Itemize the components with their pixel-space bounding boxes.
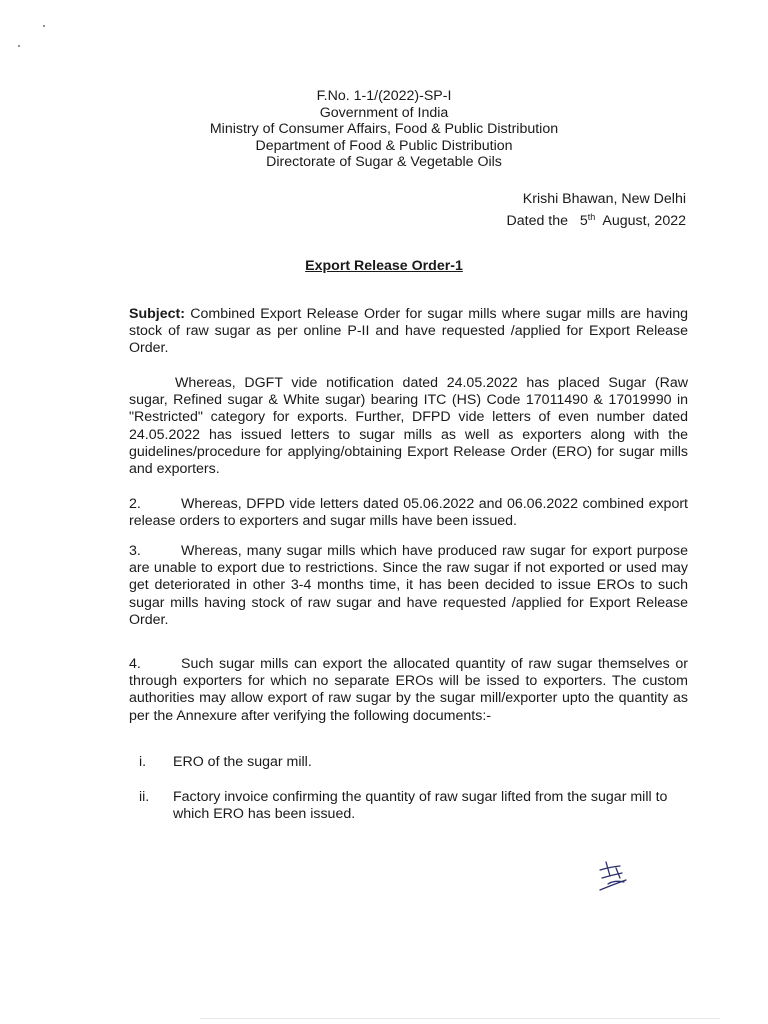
subject-paragraph: [129, 306, 688, 358]
paragraph-3-number: 3.: [129, 543, 141, 559]
directorate-name: Directorate of Sugar & Vegetable Oils: [266, 154, 502, 170]
scan-specks: [14, 22, 54, 62]
date-month-year: August, 2022: [602, 213, 686, 229]
letterhead: [0, 88, 768, 171]
whereas-paragraph: Whereas, DGFT vide notification dated 24.05.2022 has placed Sugar (Raw sugar, Refined sugar & White sugar) bearing ITC (HS) Code 17011490 & 17019990 in "Restricted" category for exports. Further, DFPD vide letters of even number dated 24.05.2022 has issued letters to sugar mills as well as exporters along with the guidelines/procedure for applying/obtaining Export Release Order (ERO) for sugar mills and exporters.: [129, 375, 688, 478]
paragraph-2-text: Whereas, DFPD vide letters dated 05.06.2022 and 06.06.2022 combined export release orders to exporters and sugar mills have been issued.: [129, 496, 688, 530]
paragraph-2-number: 2.: [129, 496, 141, 512]
list-item-number: ii.: [139, 789, 150, 805]
list-item-number: i.: [139, 754, 147, 770]
scan-edge-line: [200, 1018, 720, 1019]
dated-prefix: Dated the: [506, 213, 569, 229]
government-name: Government of India: [319, 104, 449, 121]
ministry-name: Ministry of Consumer Affairs, Food & Public Distribution: [209, 121, 559, 137]
paragraph-4-text: Such sugar mills can export the allocated quantity of raw sugar themselves or through exporters for which no separate EROs will be issed to exporters. The custom authorities may allow export of raw sugar by the sugar mill/exporter upto the quantity as per the Annexure after verifying the following documents:-: [129, 656, 688, 724]
date-line: [507, 208, 687, 230]
subject-text: Combined Export Release Order for sugar mills where sugar mills are having stock of raw sugar as per online P-II and have requested /applied for Export Release Order.: [129, 306, 688, 357]
location: Krishi Bhawan, New Delhi: [522, 191, 686, 207]
date-day: 5: [579, 213, 588, 229]
department-name: Department of Food & Public Distribution: [255, 137, 513, 154]
paragraph-2: [129, 496, 688, 530]
document-title: Export Release Order-1: [305, 258, 463, 274]
list-item-text: ERO of the sugar mill.: [173, 754, 312, 770]
handwritten-initials: [594, 858, 634, 894]
file-number: F.No. 1-1/(2022)-SP-I: [316, 88, 452, 104]
list-item: [139, 754, 679, 771]
place-and-date: [507, 190, 687, 230]
paragraph-3-text: Whereas, many sugar mills which have produced raw sugar for export purpose are unable to export due to restrictions. Since the raw sugar if not exported or used may get deteriorated in other 3-4 months time, it has been decided to issue EROs to such sugar mills having stock of raw sugar and have requested /applied for Export Release Order.: [129, 543, 688, 628]
paragraph-3: [129, 543, 688, 629]
list-item-text: Factory invoice confirming the quantity of raw sugar lifted from the sugar mill to which ERO has been issued.: [173, 789, 668, 823]
date-day-suffix: th: [587, 212, 596, 222]
paragraph-4-number: 4.: [129, 656, 141, 672]
paragraph-4: [129, 656, 688, 725]
list-item: [139, 789, 679, 823]
subject-label: Subject:: [129, 306, 185, 322]
